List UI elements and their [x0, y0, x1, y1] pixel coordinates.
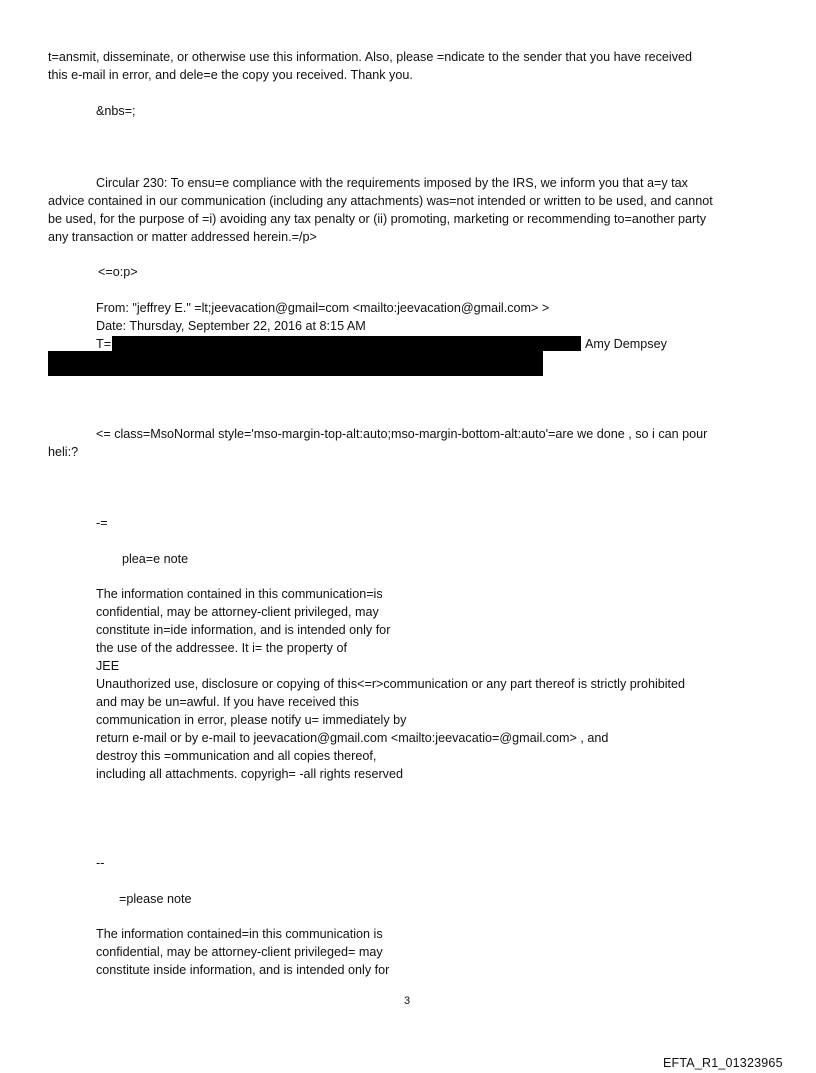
text-line: any transaction or matter addressed herein.=/p> — [48, 230, 317, 244]
text-line: including all attachments. copyrigh= -all rights reserved — [96, 767, 403, 781]
text-line: JEE — [96, 659, 120, 673]
to-prefix: T= — [96, 337, 112, 351]
page-number: 3 — [404, 995, 411, 1007]
text-line: and may be un=awful. If you have received this — [96, 695, 359, 709]
date-line: Date: Thursday, September 22, 2016 at 8:15 AM — [96, 319, 366, 333]
bates-number: EFTA_R1_01323965 — [663, 1056, 783, 1070]
nbs-text: &nbs=; — [96, 104, 136, 118]
to-name: Amy Dempsey — [585, 337, 667, 351]
body-line: heli:? — [48, 445, 79, 459]
text-line: the use of the addressee. It i= the property of — [96, 641, 347, 655]
intro-paragraph — [48, 48, 692, 84]
text-line: destroy this =ommunication and all copies thereof, — [96, 749, 377, 763]
text-line: this e-mail in error, and dele=e the copy you received. Thank you. — [48, 68, 413, 82]
disclaimer-block — [96, 925, 389, 979]
note-title: =please note — [119, 892, 192, 906]
text-line: The information contained in this communication=is — [96, 587, 383, 601]
text-line: t=ansmit, disseminate, or otherwise use this information. Also, please =ndicate to the sender that you have received — [48, 50, 693, 64]
text-line: Unauthorized use, disclosure or copying of this<=r>communication or any part thereof is strictly prohibited — [96, 677, 686, 691]
from-line: From: "jeffrey E." =lt;jeevacation@gmail=com <mailto:jeevacation@gmail.com> > — [96, 301, 550, 315]
text-line: advice contained in our communication (including any attachments) was=not intended or written to be used, and cannot — [48, 194, 713, 208]
text-line: return e-mail or by e-mail to jeevacation@gmail.com <mailto:jeevacatio=@gmail.com> , and — [96, 731, 609, 745]
text-line: be used, for the purpose of =i) avoiding any tax penalty or (ii) promoting, marketing or recommending to=another party — [48, 212, 707, 226]
body-line: <= class=MsoNormal style='mso-margin-top-alt:auto;mso-margin-bottom-alt:auto'=are we done , so i can pour — [96, 427, 708, 441]
circular-230-paragraph — [48, 174, 713, 246]
text-line: Circular 230: To ensu=e compliance with the requirements imposed by the IRS, we inform you that a=y tax — [96, 176, 688, 190]
disclaimer-block — [96, 585, 685, 783]
redaction-bar — [48, 351, 543, 376]
text-line: confidential, may be attorney-client privileged= may — [96, 945, 383, 959]
note-title: plea=e note — [122, 552, 189, 566]
separator-text: -- — [96, 856, 105, 870]
separator-text: -= — [96, 516, 108, 530]
text-line: constitute in=ide information, and is intended only for — [96, 623, 391, 637]
text-line: The information contained=in this communication is — [96, 927, 383, 941]
op-tag-text: <=o:p> — [98, 265, 138, 279]
text-line: constitute inside information, and is intended only for — [96, 963, 390, 977]
text-line: communication in error, please notify u= immediately by — [96, 713, 407, 727]
redaction-bar — [112, 336, 581, 351]
text-line: confidential, may be attorney-client privileged, may — [96, 605, 379, 619]
